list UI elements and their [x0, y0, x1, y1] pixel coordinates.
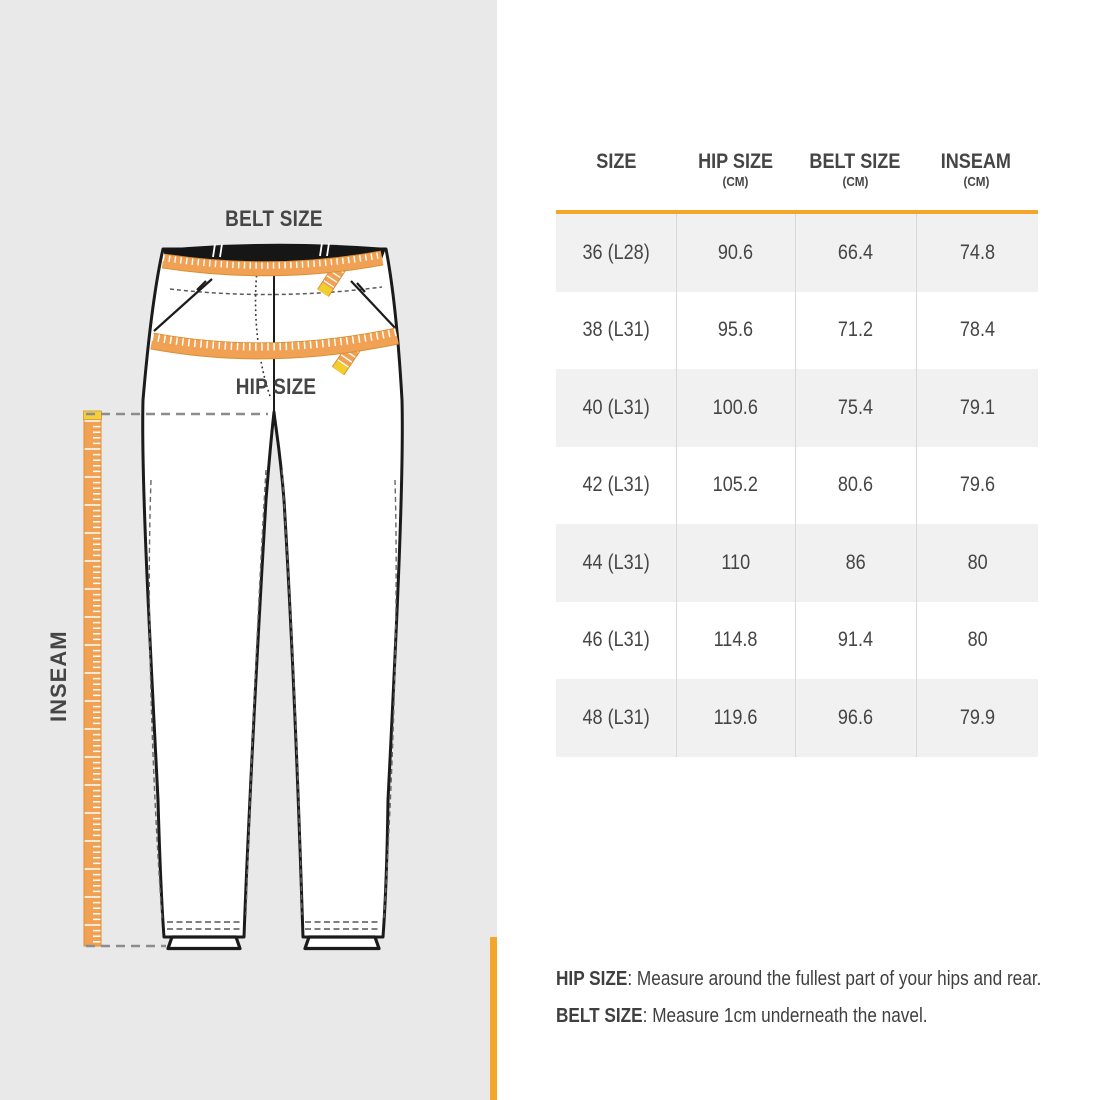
- table-row: [556, 447, 1038, 525]
- cell-belt: 80.6: [795, 447, 916, 525]
- inseam-ruler: [84, 411, 102, 946]
- cell-belt: 91.4: [795, 602, 916, 680]
- hip-size-note-text: : Measure around the fullest part of your hips and rear.: [627, 968, 1042, 990]
- hip-size-note: [556, 966, 1042, 993]
- cell-belt: 86: [795, 524, 916, 602]
- cell-hip: 105.2: [676, 447, 796, 525]
- cell-hip: 90.6: [676, 214, 796, 292]
- cell-size: 36 (L28): [582, 240, 650, 264]
- cell-hip: 95.6: [676, 292, 796, 370]
- cell-inseam: 79.9: [916, 679, 1039, 757]
- cell-size: 40 (L31): [582, 395, 650, 419]
- cell-hip: 110: [676, 524, 796, 602]
- column-header-hip-size: HIP SIZE (CM): [698, 150, 773, 189]
- cell-size: 46 (L31): [582, 628, 650, 652]
- belt-size-note: [556, 1003, 1012, 1030]
- table-row: [556, 524, 1038, 602]
- cell-hip: 119.6: [676, 679, 796, 757]
- cell-inseam: 74.8: [916, 214, 1039, 292]
- cell-hip: 114.8: [676, 602, 796, 680]
- table-row: [556, 292, 1038, 370]
- pants-illustration: [0, 0, 497, 1100]
- cell-belt: 96.6: [795, 679, 916, 757]
- size-table: [556, 150, 1038, 757]
- belt-size-label: BELT SIZE: [225, 206, 323, 231]
- hip-size-label: HIP SIZE: [235, 374, 317, 399]
- table-row: [556, 369, 1038, 447]
- cell-size: 38 (L31): [582, 318, 650, 342]
- cell-inseam: 80: [916, 524, 1039, 602]
- column-header-size: SIZE: [595, 150, 637, 173]
- cell-belt: 71.2: [795, 292, 916, 370]
- column-header-inseam: INSEAM (CM): [940, 150, 1012, 189]
- inseam-label: INSEAM: [46, 630, 71, 722]
- accent-bar: [490, 937, 497, 1100]
- cell-size: 48 (L31): [582, 705, 650, 729]
- table-row: [556, 214, 1038, 292]
- table-row: [556, 679, 1038, 757]
- cell-size: 42 (L31): [582, 473, 650, 497]
- cell-belt: 75.4: [795, 369, 916, 447]
- belt-size-note-term: BELT SIZE: [556, 1005, 643, 1027]
- cell-inseam: 79.6: [916, 447, 1039, 525]
- cell-size: 44 (L31): [582, 550, 650, 574]
- cell-inseam: 78.4: [916, 292, 1039, 370]
- hip-size-note-term: HIP SIZE: [556, 968, 628, 990]
- measurement-notes: [556, 966, 1086, 1040]
- column-header-belt-size: BELT SIZE (CM): [809, 150, 901, 189]
- measurement-diagram-panel: [0, 0, 497, 1100]
- belt-size-note-text: : Measure 1cm underneath the navel.: [642, 1005, 928, 1027]
- table-header-row: [556, 150, 1038, 210]
- cell-inseam: 80: [916, 602, 1039, 680]
- leg-cuffs: [168, 937, 379, 949]
- table-row: [556, 602, 1038, 680]
- cell-belt: 66.4: [795, 214, 916, 292]
- cell-hip: 100.6: [676, 369, 796, 447]
- cell-inseam: 79.1: [916, 369, 1039, 447]
